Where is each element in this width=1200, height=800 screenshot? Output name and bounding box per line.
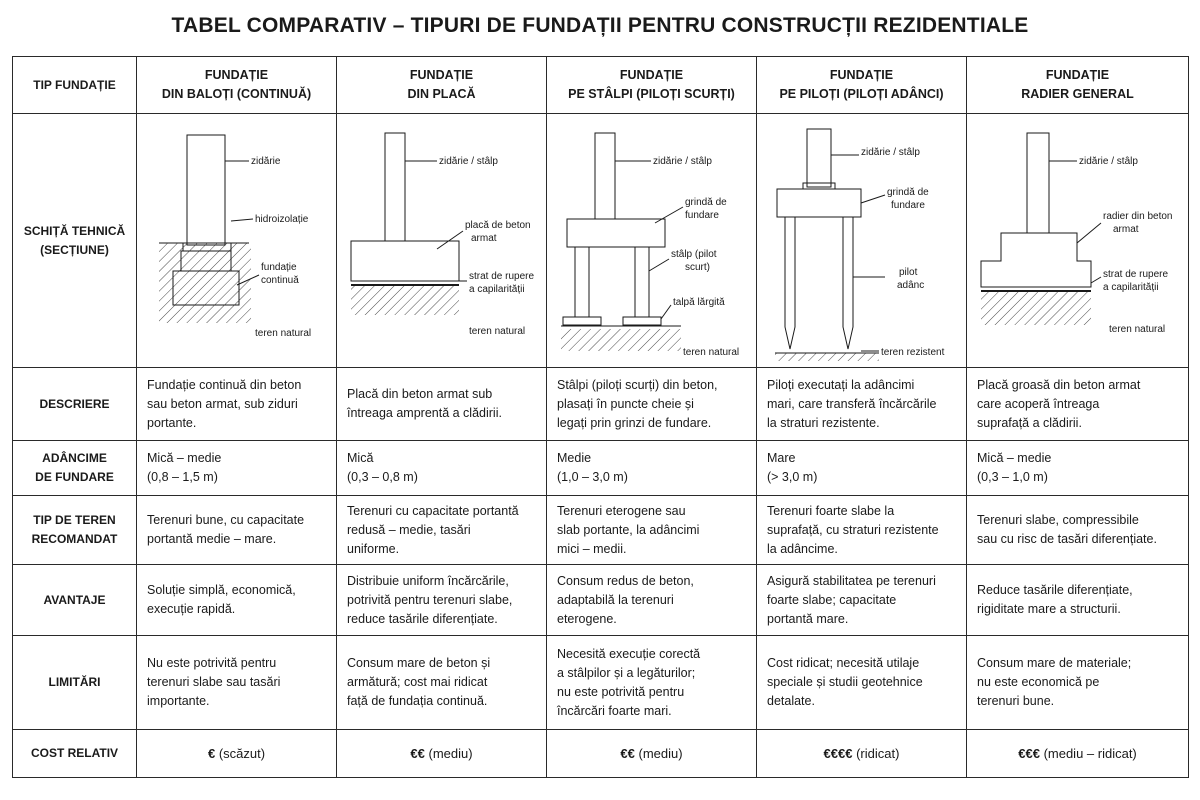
cell-teren: Terenuri cu capacitate portantă redusă – medie, tasări uniforme.: [337, 496, 547, 565]
sketch-label: zidărie / stâlp: [1079, 155, 1138, 167]
sketch-label: placă de beton: [465, 219, 531, 231]
sketch-label: fundație: [261, 261, 297, 273]
sketch-label: teren natural: [683, 346, 740, 358]
column-header: FUNDAȚIE DIN PLACĂ: [337, 57, 547, 114]
row-label-descriere: DESCRIERE: [13, 368, 137, 441]
cell-teren: Terenuri bune, cu capacitate portantă medie – mare.: [137, 496, 337, 565]
cost-symbol: €€: [620, 746, 635, 761]
cell-limitari: Cost ridicat; necesită utilaje speciale și studii geotehnice detalate.: [757, 636, 967, 730]
cell-avantaje: Soluție simplă, economică, execuție rapidă.: [137, 565, 337, 636]
row-avantaje: [13, 565, 1189, 636]
cell-avantaje: Reduce tasările diferențiate, rigiditate mare a structurii.: [967, 565, 1189, 636]
sketch-raft-foundation: [967, 114, 1189, 368]
sketch-row: [13, 114, 1189, 368]
cell-adancime: Mică (0,3 – 0,8 m): [337, 441, 547, 496]
sketch-strip-footing: [137, 114, 337, 368]
cell-descriere: Placă din beton armat sub întreaga amprentă a clădirii.: [337, 368, 547, 441]
sketch-deep-piles: [757, 114, 967, 368]
row-label-adancime: ADÂNCIME DE FUNDARE: [13, 441, 137, 496]
cell-teren: Terenuri slabe, compressibile sau cu risc de tasări diferențiate.: [967, 496, 1189, 565]
row-label-limitari: LIMITĂRI: [13, 636, 137, 730]
sketch-label: zidărie: [251, 155, 281, 167]
sketch-label: grindă de: [887, 186, 929, 198]
cell-cost: €€€ (mediu – ridicat): [967, 730, 1189, 778]
row-label-tip: TIP FUNDAȚIE: [13, 57, 137, 114]
cell-cost: €€€€ (ridicat): [757, 730, 967, 778]
column-header: FUNDAȚIE PE STÂLPI (PILOȚI SCURȚI): [547, 57, 757, 114]
column-header: FUNDAȚIE DIN BALOȚI (CONTINUĂ): [137, 57, 337, 114]
cell-avantaje: Distribuie uniform încărcările, potrivită pentru terenuri slabe, reduce tasările diferențiate.: [337, 565, 547, 636]
cell-cost: €€ (mediu): [337, 730, 547, 778]
sketch-label: teren rezistent: [881, 346, 945, 358]
sketch-label: fundare: [891, 199, 925, 211]
sketch-label: zidărie / stâlp: [653, 155, 712, 167]
sketch-label: hidroizolație: [255, 213, 309, 225]
cell-adancime: Medie (1,0 – 3,0 m): [547, 441, 757, 496]
sketch-label: zidărie / stâlp: [439, 155, 498, 167]
row-limitari: [13, 636, 1189, 730]
cell-limitari: Consum mare de materiale; nu este economică pe terenuri bune.: [967, 636, 1189, 730]
cell-descriere: Placă groasă din beton armat care acoperă întreaga suprafață a clădirii.: [967, 368, 1189, 441]
sketch-label: strat de rupere: [469, 270, 535, 282]
row-teren: [13, 496, 1189, 565]
cell-teren: Terenuri foarte slabe la suprafață, cu straturi rezistente la adâncime.: [757, 496, 967, 565]
sketch-label: talpă lărgită: [673, 296, 725, 308]
row-descriere: [13, 368, 1189, 441]
cell-avantaje: Consum redus de beton, adaptabilă la terenuri eterogene.: [547, 565, 757, 636]
header-row: [13, 57, 1189, 114]
sketch-label: pilot: [899, 266, 918, 278]
sketch-label: radier din beton: [1103, 210, 1173, 222]
sketch-slab-foundation: [337, 114, 547, 368]
sketch-label: strat de rupere: [1103, 268, 1169, 280]
cell-adancime: Mică – medie (0,8 – 1,5 m): [137, 441, 337, 496]
sketch-label: teren natural: [255, 327, 312, 339]
cell-avantaje: Asigură stabilitatea pe terenuri foarte slabe; capacitate portantă mare.: [757, 565, 967, 636]
cell-descriere: Piloți executați la adâncimi mari, care transferă încărcările la straturi rezistente.: [757, 368, 967, 441]
comparison-table: [12, 56, 1189, 778]
column-header: FUNDAȚIE PE PILOȚI (PILOȚI ADÂNCI): [757, 57, 967, 114]
page-title: TABEL COMPARATIV – TIPURI DE FUNDAȚII PENTRU CONSTRUCȚII REZIDENTIALE: [171, 14, 1029, 37]
cell-limitari: Consum mare de beton și armătură; cost mai ridicat față de fundația continuă.: [337, 636, 547, 730]
cell-adancime: Mare (> 3,0 m): [757, 441, 967, 496]
row-label-schita: SCHIȚĂ TEHNICĂ (SECȚIUNE): [13, 114, 137, 368]
row-label-teren: TIP DE TEREN RECOMANDAT: [13, 496, 137, 565]
row-cost: [13, 730, 1189, 778]
sketch-label: armat: [471, 232, 497, 244]
column-header: FUNDAȚIE RADIER GENERAL: [967, 57, 1189, 114]
cell-adancime: Mică – medie (0,3 – 1,0 m): [967, 441, 1189, 496]
sketch-label: fundare: [685, 209, 719, 221]
cell-descriere: Stâlpi (piloți scurți) din beton, plasați în puncte cheie și legați prin grinzi de fundare.: [547, 368, 757, 441]
sketch-label: a capilarității: [469, 283, 525, 295]
cost-symbol: €€€: [1018, 746, 1040, 761]
row-label-cost: COST RELATIV: [13, 730, 137, 778]
sketch-label: grindă de: [685, 196, 727, 208]
sketch-label: zidărie / stâlp: [861, 146, 920, 158]
cell-cost: € (scăzut): [137, 730, 337, 778]
sketch-label: continuă: [261, 274, 299, 286]
sketch-short-piles: [547, 114, 757, 368]
cell-limitari: Necesită execuție corectă a stâlpilor și a legăturilor; nu este potrivită pentru încărcări foarte mari.: [547, 636, 757, 730]
cell-teren: Terenuri eterogene sau slab portante, la adâncimi mici – medii.: [547, 496, 757, 565]
cost-symbol: €€€€: [823, 746, 853, 761]
row-label-avantaje: AVANTAJE: [13, 565, 137, 636]
sketch-label: armat: [1113, 223, 1139, 235]
row-adancime: [13, 441, 1189, 496]
sketch-label: adânc: [897, 279, 925, 291]
sketch-label: stâlp (pilot: [671, 248, 717, 260]
sketch-label: scurt): [685, 261, 710, 273]
cell-cost: €€ (mediu): [547, 730, 757, 778]
cost-symbol: €: [207, 746, 216, 761]
cost-symbol: €€: [410, 746, 425, 761]
cell-descriere: Fundație continuă din beton sau beton armat, sub ziduri portante.: [137, 368, 337, 441]
sketch-label: a capilarității: [1103, 281, 1159, 293]
sketch-label: teren natural: [1109, 323, 1166, 335]
cell-limitari: Nu este potrivită pentru terenuri slabe sau tasări importante.: [137, 636, 337, 730]
sketch-label: teren natural: [469, 325, 526, 337]
